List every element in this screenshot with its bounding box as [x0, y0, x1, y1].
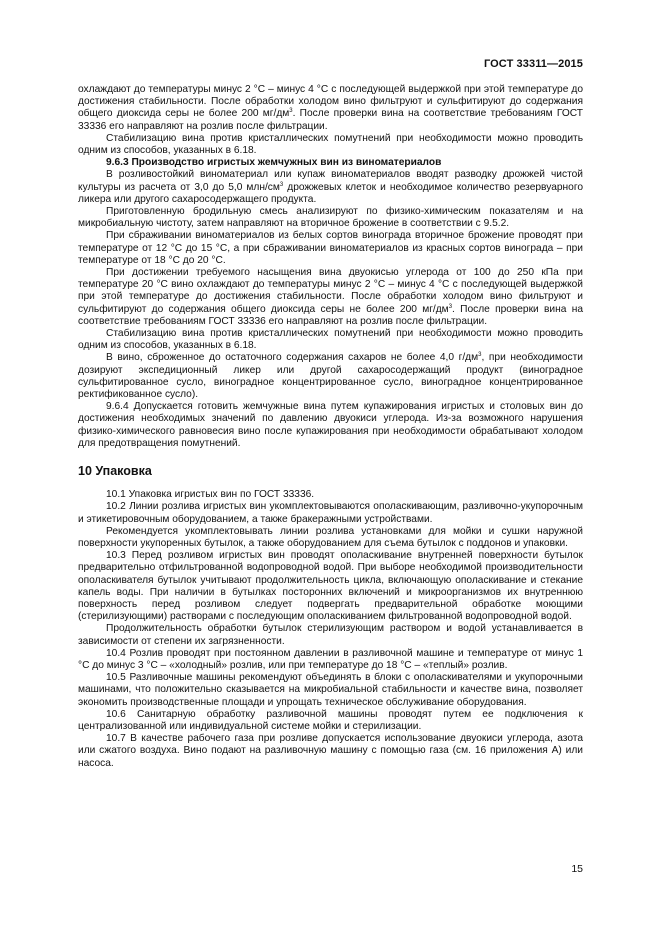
paragraph-10-7: 10.7 В качестве рабочего газа при розливе допускается использование двуокиси углерода, азота или сжатого воздуха. Вино подают на разливочную машину с помощью газа (см. 16 приложения А) или насоса. [78, 733, 583, 769]
paragraph-saturation [78, 267, 583, 328]
paragraph-10-1: 10.1 Упаковка игристых вин по ГОСТ 33336. [106, 489, 315, 501]
subsection-heading-9-6-3: 9.6.3 Производство игристых жемчужных вин из виноматериалов [106, 157, 442, 169]
paragraph-10-5: 10.5 Разливочные машины рекомендуют объединять в блоки с ополаскивателями и укупорочными машинами, что положительно сказывается на микробиальной стабильности и качестве вина, позволяет экономить производственные площади и упрощать техническое обслуживание оборудования. [78, 672, 583, 708]
paragraph-9-6-4: 9.6.4 Допускается готовить жемчужные вина путем купажирования игристых и столовых вин до достижения необходимых значений по давлению двуокиси углерода. Из-за возможного нарушения физико-химического равновесия вино после купажирования при необходимости обрабатывают холодом для предотвращения помутнений. [78, 401, 583, 449]
paragraph-text: охлаждают до температуры минус 2 °С – минус 4 °С с последующей выдержкой при этой температуре до достижения стабильности. После обработки холодом вино фильтруют и сульфитируют до содержания общего диоксида серы не более 200 мг/дм [78, 84, 583, 120]
paragraph-10-3-duration: Продолжительность обработки бутылок стерилизующим раствором и водой устанавливается в зависимости от степени их загрязненности. [78, 623, 583, 647]
document-body [78, 84, 583, 770]
superscript: 3 [448, 303, 453, 310]
paragraph-text: . После проверки вина на соответствие требованиям ГОСТ 33336 его направляют на розлив после фильтрации. [78, 303, 583, 327]
paragraph-10-3: 10.3 Перед розливом игристых вин проводят ополаскивание внутренней поверхности бутылок предварительно отфильтрованной водопроводной водой. При выборе необходимой производительности ополаскивателя бутылок учитывают продолжительность цикла, включающую ополаскивание и стекание капель воды. При наличии в бутылках посторонних включений и микроорганизмов их внутреннюю поверхность перед розливом следует подвергать предварительной обработке моющими (стерилизующими) растворами с последующим ополаскиванием фильтрованной водопроводной водой. [78, 550, 583, 623]
paragraph-yeast [78, 169, 583, 206]
paragraph-10-4: 10.4 Розлив проводят при постоянном давлении в разливочной машине и температуре от минус 1 °С до минус 3 °С – «холодный» розлив, или при температуре до 18 °С – «теплый» розлив. [78, 647, 583, 671]
standard-header: ГОСТ 33311—2015 [483, 58, 583, 70]
page-number: 15 [571, 863, 583, 875]
paragraph-stabilization-2: Стабилизацию вина против кристаллических помутнений при необходимости можно проводить одним из способов, указанных в 6.18. [78, 328, 583, 352]
paragraph-10-2: 10.2 Линии розлива игристых вин укомплектовываются ополаскивающим, разливочно-укупорочным и этикетировочным оборудованием, а также бракеражными устройствами. [78, 501, 583, 525]
paragraph-text: В вино, сброженное до остаточного содержания сахаров не более 4,0 г/дм [106, 352, 479, 364]
paragraph-text: При достижении требуемого насыщения вина двуокисью углерода от 100 до 250 кПа при температуре 20 °С вино охлаждают до температуры минус 2 °С – минус 4 °С с последующей выдержкой при этой температуре до достижения стабильности. После обработки холодом вино фильтруют и сульфитируют до содержания общего диоксида серы не более 200 мг/дм [78, 267, 583, 315]
section-heading-packaging: 10 Упаковка [78, 464, 152, 479]
superscript: 3 [279, 181, 284, 188]
paragraph-stabilization: Стабилизацию вина против кристаллических помутнений при необходимости можно проводить одним из способов, указанных в 6.18. [78, 132, 583, 157]
paragraph-fermentation-temperature: При сбраживании виноматериалов из белых сортов винограда вторичное брожение проводят при температуре от 12 °С до 15 °С, а при сбраживании виноматериалов из красных сортов винограда – при температуре от 18 °С до 20 °С. [78, 230, 583, 266]
paragraph-10-2-recommendation: Рекомендуется укомплектовывать линии розлива установками для мойки и сушки наружной поверхности укупоренных бутылок, а также оборудованием для съема бутылок с поддонов и упаковки. [78, 525, 583, 549]
paragraph-text: . После проверки вина на соответствие требованиям ГОСТ 33336 его направляют на розлив после фильтрации. [78, 108, 583, 132]
superscript: 3 [289, 108, 293, 115]
paragraph-text: дрожжевых клеток и необходимое количество резервуарного ликера или другого сахаросодержащего продукта. [78, 181, 584, 205]
paragraph-dosage [78, 352, 583, 401]
paragraph-cooling [78, 84, 583, 133]
paragraph-text: , при необходимости дозируют экспедиционный ликер или другой сахаросодержащий продукт (виноградное сульфитированное сусло, виноградное концентрированное сусло, виноградное концентрированное ректификованное сусло). [78, 352, 583, 401]
paragraph-mixture-analysis: Приготовленную бродильную смесь анализируют по физико-химическим показателям и на микробиальную чистоту, затем направляют на вторичное брожение в соответствии с 9.5.2. [78, 206, 583, 230]
paragraph-10-6: 10.6 Санитарную обработку разливочной машины проводят путем ее подключения к централизованной или индивидуальной системе мойки и стерилизации. [78, 708, 583, 732]
paragraph-text: В розливостойкий виноматериал или купаж виноматериалов вводят разводку дрожжей чистой культуры из расчета от 3,0 до 5,0 млн/см [78, 169, 583, 193]
superscript: 3 [478, 352, 482, 359]
